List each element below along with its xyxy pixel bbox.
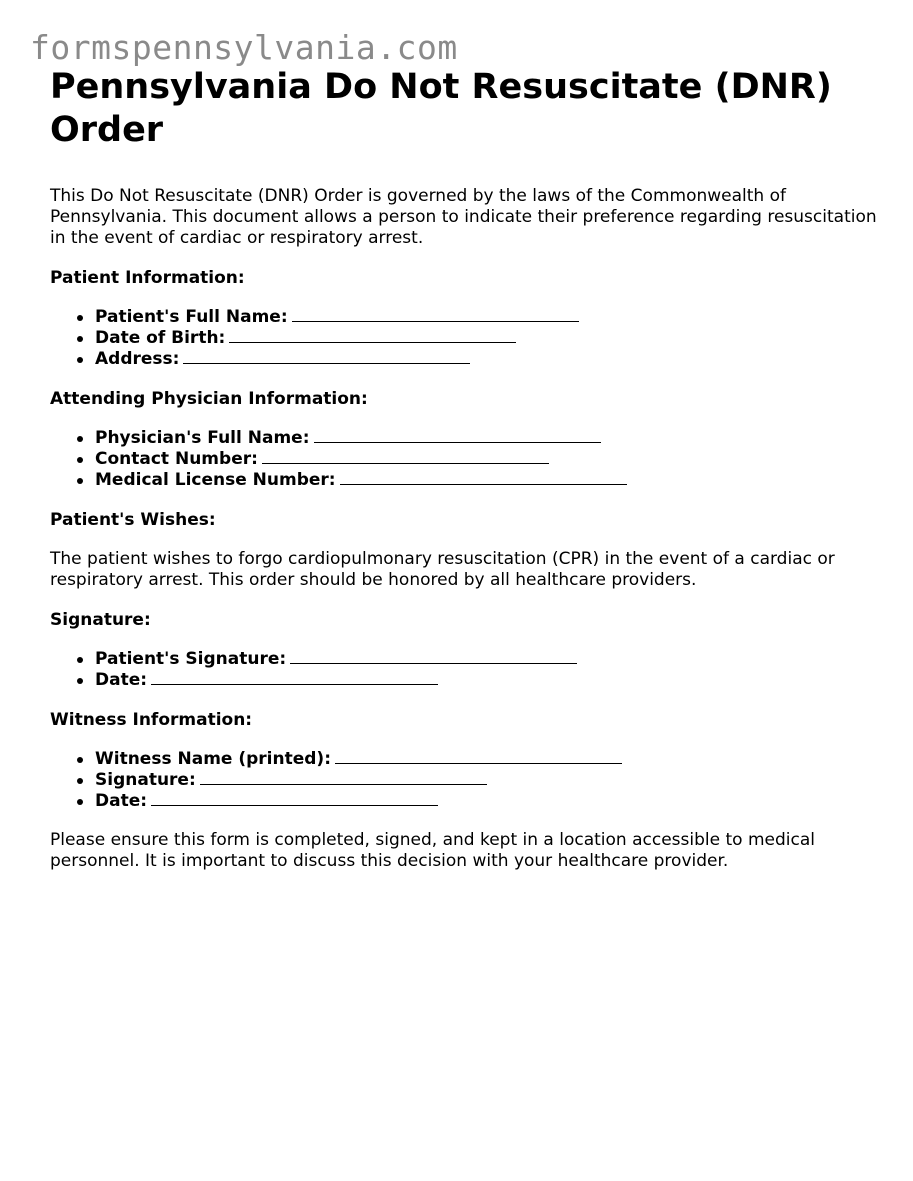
closing-paragraph: Please ensure this form is completed, signed, and kept in a location accessible to medical personnel. It is important to discuss this decision with your healthcare provider. xyxy=(50,830,815,871)
fill-in-line[interactable] xyxy=(151,670,438,685)
witness-date-field xyxy=(95,791,880,812)
field-label: Patient's Signature: xyxy=(95,649,287,669)
patient-dob-field xyxy=(95,328,880,349)
signature-list xyxy=(50,649,880,691)
physician-contact-field xyxy=(95,449,880,470)
physician-info-heading: Attending Physician Information: xyxy=(50,389,368,409)
fill-in-line[interactable] xyxy=(183,349,470,364)
physician-full-name-field xyxy=(95,428,880,449)
physician-info-list xyxy=(50,428,880,491)
field-label: Date: xyxy=(95,791,148,811)
field-label: Signature: xyxy=(95,770,196,790)
witness-info-heading: Witness Information: xyxy=(50,710,253,730)
fill-in-line[interactable] xyxy=(340,470,627,485)
fill-in-line[interactable] xyxy=(151,791,438,806)
fill-in-line[interactable] xyxy=(262,449,549,464)
document-body xyxy=(50,66,880,872)
field-label: Physician's Full Name: xyxy=(95,428,310,448)
patient-wishes-paragraph: The patient wishes to forgo cardiopulmonary resuscitation (CPR) in the event of a cardiac or respiratory arrest. This order should be honored by all healthcare providers. xyxy=(50,549,835,590)
field-label: Witness Name (printed): xyxy=(95,749,331,769)
fill-in-line[interactable] xyxy=(229,328,516,343)
intro-paragraph: This Do Not Resuscitate (DNR) Order is governed by the laws of the Commonwealth of Pennsylvania. This document allows a person to indicate their preference regarding resuscitation in the event of cardiac or respiratory arrest. xyxy=(50,186,877,248)
fill-in-line[interactable] xyxy=(200,770,487,785)
signature-heading: Signature: xyxy=(50,610,151,630)
field-label: Address: xyxy=(95,349,180,369)
fill-in-line[interactable] xyxy=(314,428,601,443)
field-label: Date of Birth: xyxy=(95,328,226,348)
patient-wishes-heading: Patient's Wishes: xyxy=(50,510,216,530)
fill-in-line[interactable] xyxy=(292,307,579,322)
document-title: Pennsylvania Do Not Resuscitate (DNR) Order xyxy=(50,67,832,150)
watermark-text: formspennsylvania.com xyxy=(30,28,458,67)
witness-signature-field xyxy=(95,770,880,791)
physician-license-field xyxy=(95,470,880,491)
patient-full-name-field xyxy=(95,307,880,328)
field-label: Contact Number: xyxy=(95,449,258,469)
field-label: Date: xyxy=(95,670,148,690)
witness-info-list xyxy=(50,749,880,812)
patient-info-heading: Patient Information: xyxy=(50,268,245,288)
patient-info-list xyxy=(50,307,880,370)
field-label: Patient's Full Name: xyxy=(95,307,288,327)
patient-address-field xyxy=(95,349,880,370)
signature-date-field xyxy=(95,670,880,691)
fill-in-line[interactable] xyxy=(290,649,577,664)
field-label: Medical License Number: xyxy=(95,470,336,490)
patient-signature-field xyxy=(95,649,880,670)
fill-in-line[interactable] xyxy=(335,749,622,764)
witness-name-field xyxy=(95,749,880,770)
